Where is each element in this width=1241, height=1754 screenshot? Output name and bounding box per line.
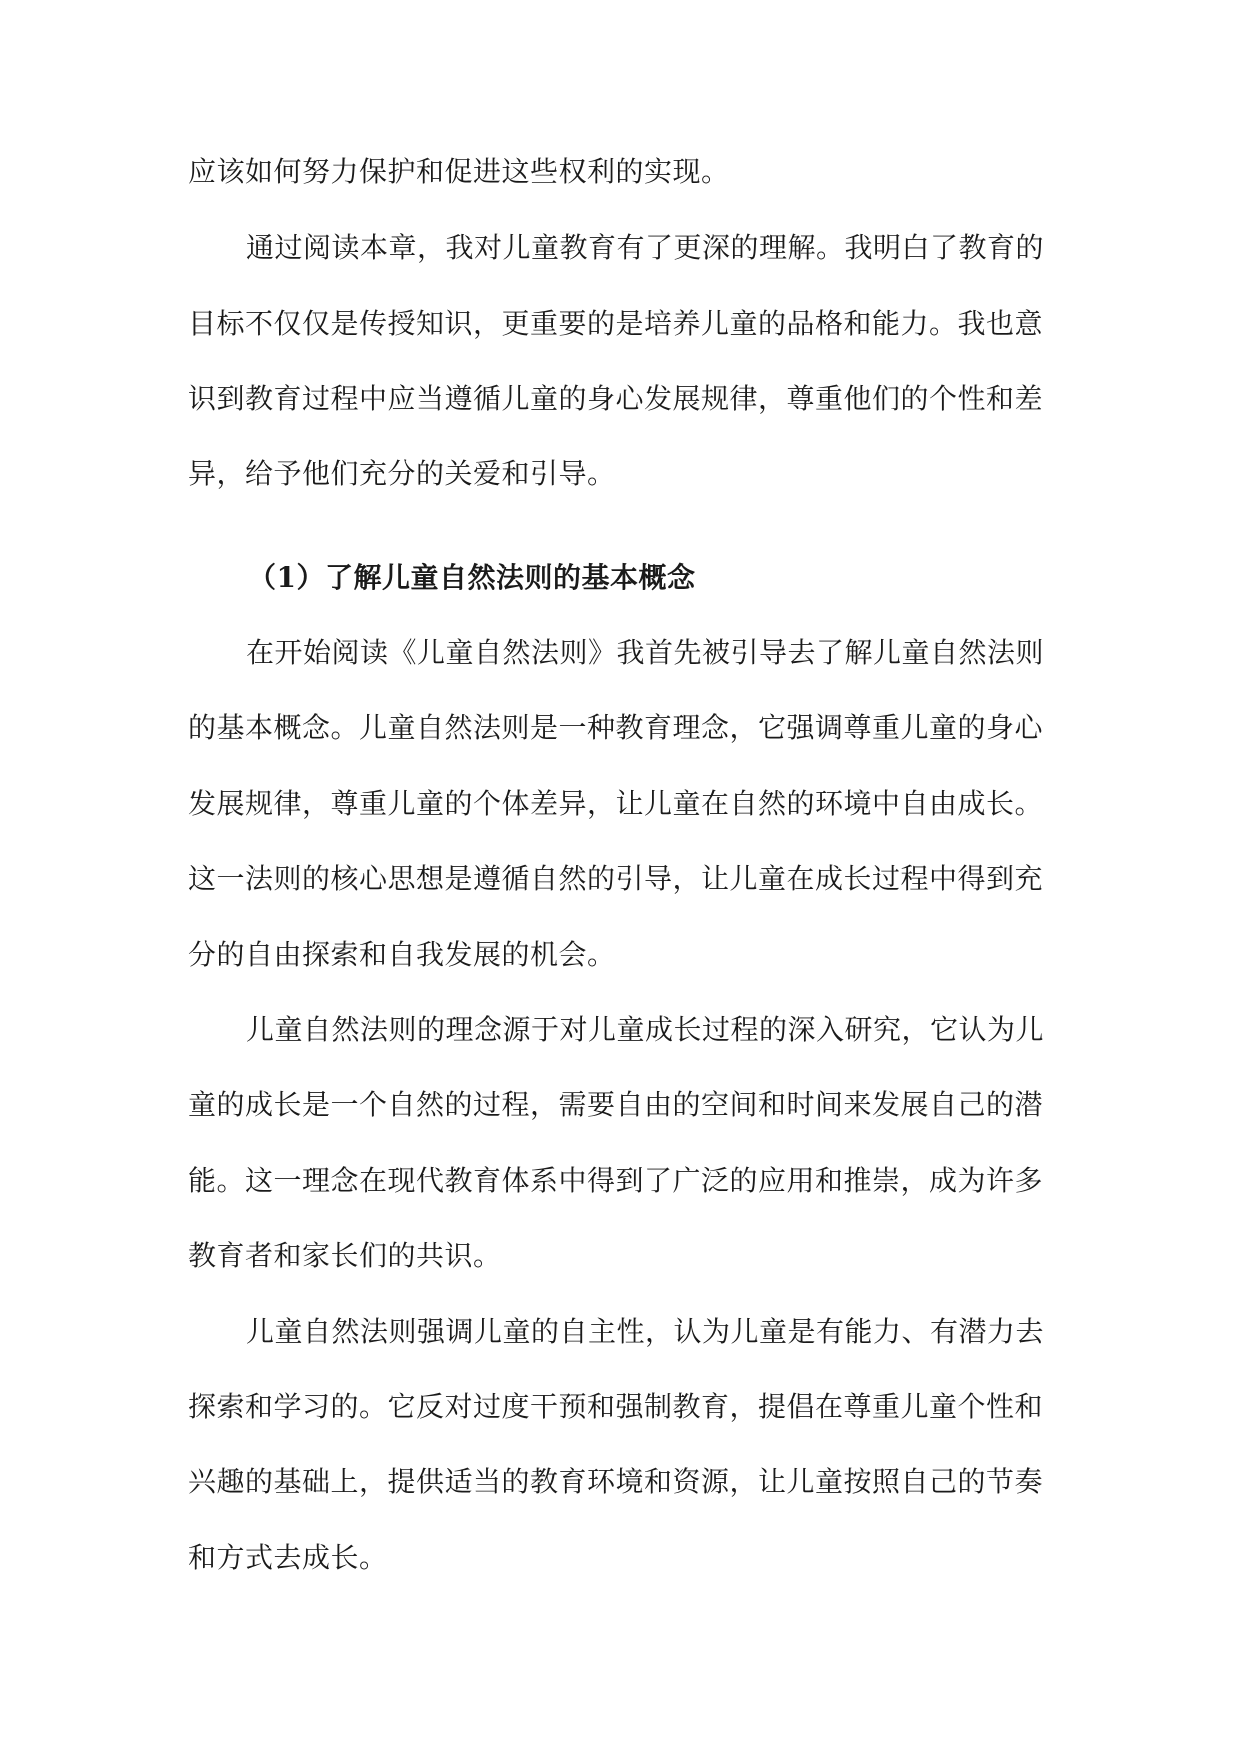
paragraph-line: 教育者和家长们的共识。	[188, 1239, 502, 1272]
paragraph-line: 在开始阅读《儿童自然法则》我首先被引导去了解儿童自然法则	[246, 636, 1045, 669]
section-heading: （1）了解儿童自然法则的基本概念	[248, 561, 696, 594]
paragraph-line: 探索和学习的。它反对过度干预和强制教育，提倡在尊重儿童个性和	[188, 1390, 1044, 1423]
paragraph-line: 识到教育过程中应当遵循儿童的身心发展规律，尊重他们的个性和差	[188, 382, 1044, 415]
paragraph-line: 通过阅读本章，我对儿童教育有了更深的理解。我明白了教育的	[246, 231, 1045, 264]
paragraph-line: 兴趣的基础上，提供适当的教育环境和资源，让儿童按照自己的节奏	[188, 1465, 1044, 1498]
paragraph-line: 儿童自然法则的理念源于对儿童成长过程的深入研究，它认为儿	[246, 1013, 1045, 1046]
paragraph-line: 分的自由探索和自我发展的机会。	[188, 938, 616, 971]
paragraph-line: 童的成长是一个自然的过程，需要自由的空间和时间来发展自己的潜	[188, 1088, 1044, 1121]
paragraph-line: 异，给予他们充分的关爱和引导。	[188, 457, 616, 490]
paragraph-line: 儿童自然法则强调儿童的自主性，认为儿童是有能力、有潜力去	[246, 1315, 1045, 1348]
paragraph-line: 能。这一理念在现代教育体系中得到了广泛的应用和推崇，成为许多	[188, 1164, 1044, 1197]
paragraph-line: 目标不仅仅是传授知识，更重要的是培养儿童的品格和能力。我也意	[188, 307, 1044, 340]
paragraph-line: 应该如何努力保护和促进这些权利的实现。	[188, 155, 730, 188]
paragraph-line: 和方式去成长。	[188, 1541, 388, 1574]
paragraph-line: 的基本概念。儿童自然法则是一种教育理念，它强调尊重儿童的身心	[188, 711, 1044, 744]
paragraph-line: 这一法则的核心思想是遵循自然的引导，让儿童在成长过程中得到充	[188, 862, 1044, 895]
paragraph-line: 发展规律，尊重儿童的个体差异，让儿童在自然的环境中自由成长。	[188, 787, 1044, 820]
